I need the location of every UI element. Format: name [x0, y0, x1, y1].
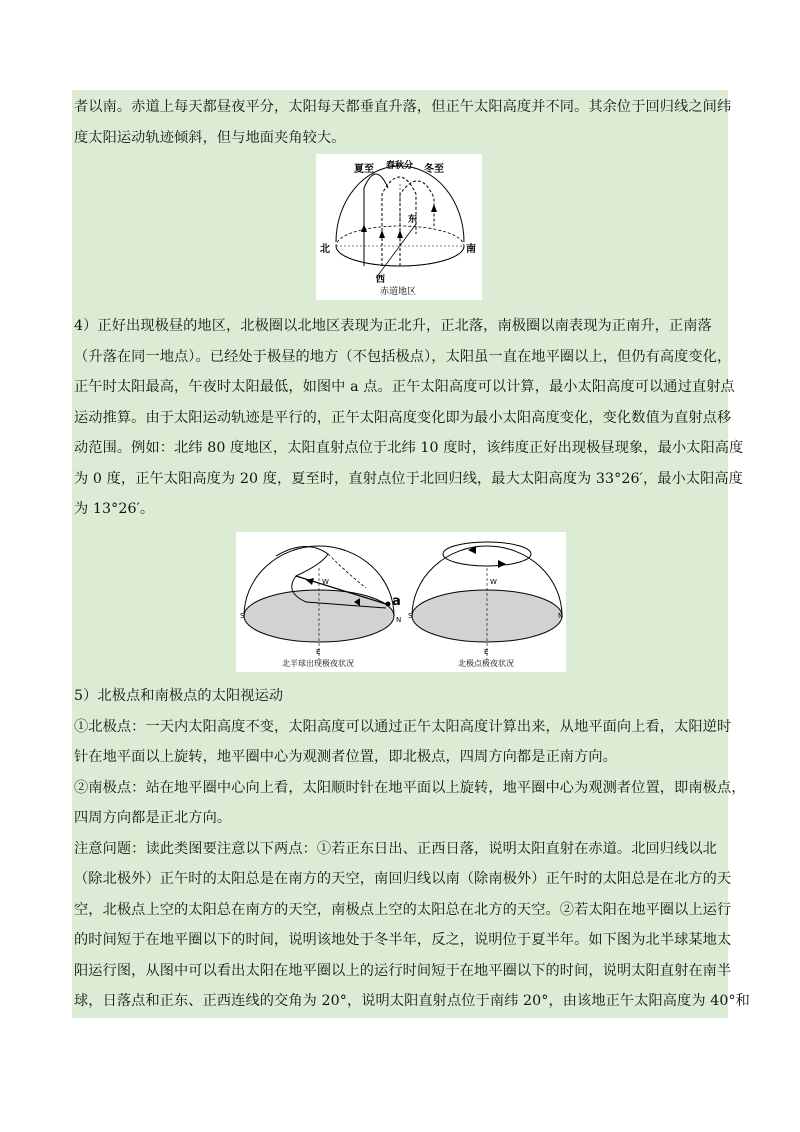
label-point-a: a	[392, 594, 401, 609]
caption-left: 北半球出现极夜状况	[282, 659, 354, 668]
label-left-w: W	[322, 578, 329, 586]
label-right-s: S	[408, 612, 413, 620]
text-line: 球，日落点和正东、正西连线的交角为 20°，说明太阳直射点位于南纬 20°，由该地正午太阳高度为 40°和	[74, 993, 750, 1009]
text-line: （升落在同一地点）。已经处于极昼的地方（不包括极点），太阳虽一直在地平圈以上，但仍有高度变化，	[74, 348, 732, 365]
label-east: 东	[408, 215, 418, 225]
label-north: 北	[320, 244, 330, 255]
text-line: 者以南。赤道上每天都昼夜平分，太阳每天都垂直升落，但正午太阳高度并不同。其余位于回归线之间纬	[74, 99, 732, 115]
text-line: 的时间短于在地平圈以下的时间，说明该地处于冬半年，反之，说明位于夏半年。如下图为北半球某地太	[74, 932, 732, 948]
label-left-n: N	[396, 616, 402, 624]
text-line: ②南极点：站在地平圈中心向上看，太阳顺时针在地平面以上旋转，地平圈中心为观测者位置，即南极点，	[74, 779, 746, 796]
paragraph-equator	[74, 92, 732, 153]
label-equinox: 春秋分	[386, 161, 414, 171]
polar-diagrams	[236, 532, 566, 672]
label-right-n: N	[558, 612, 564, 620]
text-line: 针在地平面以上旋转，地平圈中心为观测者位置，即北极点，四周方向都是正南方向。	[74, 749, 617, 765]
paragraph-polar-day	[74, 311, 744, 525]
text-line: 度太阳运动轨迹倾斜，但与地面夹角较大。	[74, 129, 346, 146]
text-line: 四周方向都是正北方向。	[74, 810, 232, 826]
text-line: 动范围。例如：北纬 80 度地区，太阳直射点位于北纬 10 度时，该纬度正好出现极昼现象，最小太阳高度	[74, 440, 744, 456]
text-line: ①北极点：一天内太阳高度不变，太阳高度可以通过正午太阳高度计算出来，从地平面向上看，太阳逆时	[74, 718, 732, 735]
paragraph-poles	[74, 681, 750, 1017]
caption-right: 北极点极夜状况	[458, 659, 514, 668]
label-right-w: W	[490, 578, 497, 586]
text-line: （除北极外）正午时的太阳总是在南方的天空，南回归线以南（除南极外）正午时的太阳总是在北方的天	[74, 871, 732, 887]
figure-equator-sun-path	[316, 154, 482, 300]
label-summer-solstice: 夏至	[354, 164, 374, 175]
text-line: 为 0 度，正午太阳高度为 20 度，夏至时，直射点位于北回归线，最大太阳高度为 33°26′，最小太阳高度	[74, 470, 743, 487]
label-right-e: E	[484, 648, 489, 656]
figure-caption: 赤道地区	[380, 287, 417, 297]
label-winter-solstice: 冬至	[424, 164, 444, 175]
text-line: 正午时太阳最高，午夜时太阳最低，如图中 a 点。正午太阳高度可以计算，最小太阳高度可以通过直射点	[74, 379, 735, 395]
text-line: 4）正好出现极昼的地区，北极圈以北地区表现为正北升，正北落，南极圈以南表现为正南升，正南落	[74, 318, 712, 334]
text-line: 阳运行图，从图中可以看出太阳在地平圈以上的运行时间短于在地平圈以下的时间，说明太阳直射在南半	[74, 962, 732, 979]
text-line: 为 13°26′。	[74, 501, 155, 517]
label-left-s: S	[240, 612, 245, 620]
equator-diagram	[316, 154, 482, 300]
label-south: 南	[466, 244, 476, 255]
label-west: 西	[376, 275, 386, 285]
text-line: 运动推算。由于太阳运动轨迹是平行的，正午太阳高度变化即为最小太阳高度变化，变化数值为直射点移	[74, 409, 732, 426]
section-heading: 5）北极点和南极点的太阳视运动	[74, 688, 284, 704]
figure-polar-sun-path	[236, 532, 566, 672]
label-left-e: E	[316, 648, 321, 656]
text-line: 空，北极点上空的太阳总在南方的天空，南极点上空的太阳总在北方的天空。②若太阳在地平圈以上运行	[74, 901, 732, 918]
text-line: 注意问题：读此类图要注意以下两点：①若正东日出、正西日落，说明太阳直射在赤道。北回归线以北	[74, 840, 717, 857]
